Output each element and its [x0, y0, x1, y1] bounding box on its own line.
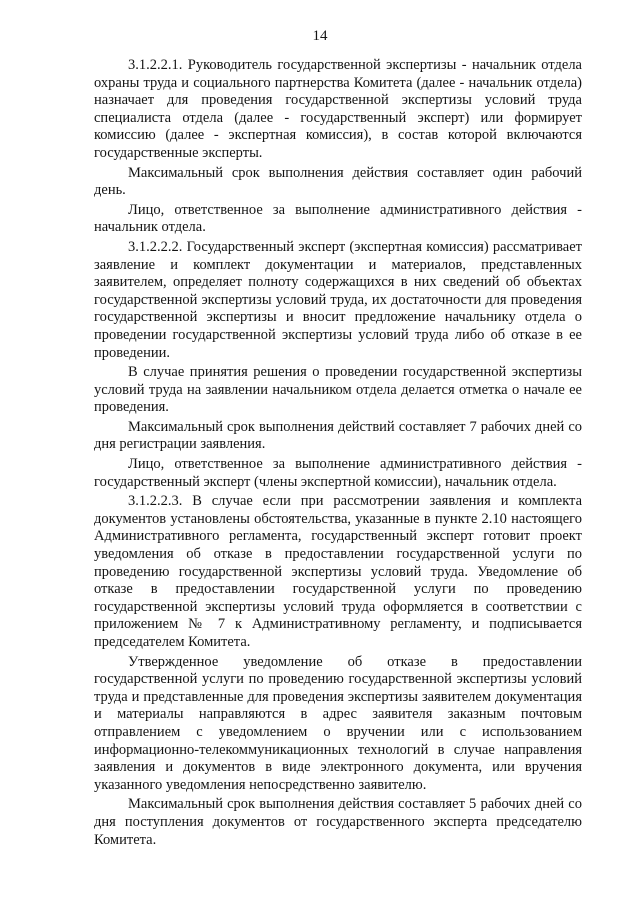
paragraph-decision: В случае принятия решения о проведении государственной экспертизы условий труда на заявлении начальником отдела делается отметка о начале ее проведения. — [94, 364, 582, 416]
paragraph-deadline-2: Максимальный срок выполнения действий составляет 7 рабочих дней со дня регистрации заявления. — [94, 418, 582, 453]
paragraph-deadline-1: Максимальный срок выполнения действия составляет один рабочий день. — [94, 164, 582, 199]
paragraph-approved-notice: Утвержденное уведомление об отказе в предоставлении государственной услуги по проведению государственной экспертизы условий труда и представленные для проведения экспертизы заявителем документация и материалы направляются в адрес заявителя заказным почтовым отправлением с уведомлением о вручении или с использованием информационно-телекоммуникационных технологий в случае направления заявления и документов в виде электронного документа, или вручения указанного уведомления непосредственно заявителю. — [94, 653, 582, 793]
document-body — [94, 57, 582, 851]
paragraph-3-1-2-2-3: 3.1.2.2.3. В случае если при рассмотрении заявления и комплекта документов установлены обстоятельства, указанные в пункте 2.10 настоящего Административного регламента, государственный эксперт готовит проект уведомления об отказе в предоставлении государственной услуги по проведению государственной экспертизы условий труда. Уведомление об отказе в предоставлении государственной услуги по проведению государственной экспертизы условий труда оформляется в соответствии с приложением № 7 к Административному регламенту, и подписывается председателем Комитета. — [94, 493, 582, 650]
paragraph-deadline-3: Максимальный срок выполнения действия составляет 5 рабочих дней со дня поступления документов от государственного эксперта председателю Комитета. — [94, 796, 582, 848]
page-number: 14 — [312, 28, 328, 44]
paragraph-responsible-2: Лицо, ответственное за выполнение административного действия - государственный эксперт (члены экспертной комиссии), начальник отдела. — [94, 456, 582, 490]
paragraph-responsible-1: Лицо, ответственное за выполнение административного действия - начальник отдела. — [94, 201, 582, 236]
paragraph-3-1-2-2-2: 3.1.2.2.2. Государственный эксперт (экспертная комиссия) рассматривает заявление и комплект документации и материалов, представленных заявителем, определяет полноту содержащихся в них сведений об объектах государственной экспертизы условий труда, их достаточности для проведения государственной экспертизы и вносит предложение начальнику отдела о проведении государственной экспертизы условий труда либо об отказе в ее проведении. — [94, 238, 582, 361]
paragraph-3-1-2-2-1: 3.1.2.2.1. Руководитель государственной экспертизы - начальник отдела охраны труда и социального партнерства Комитета (далее - начальник отдела) назначает для проведения государственной экспертизы условий труда специалиста отдела (далее - государственный эксперт) или формирует комиссию (далее - экспертная комиссия), в состав которой включаются государственные эксперты. — [94, 57, 582, 161]
